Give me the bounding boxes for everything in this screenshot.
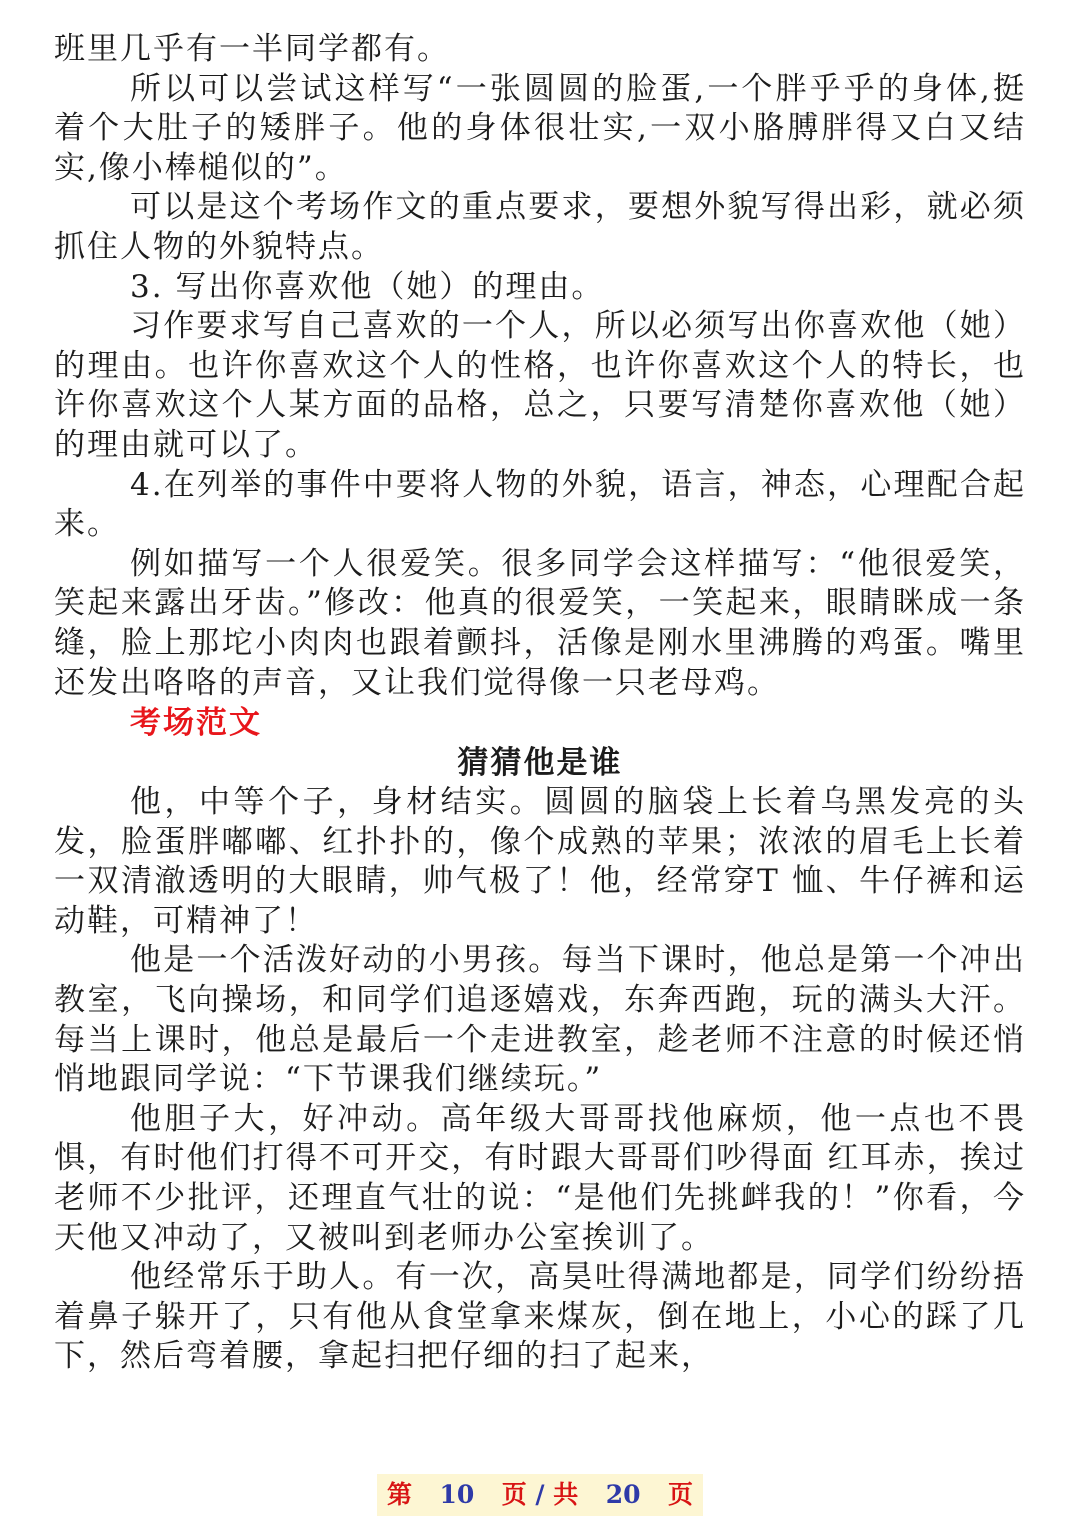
paragraph: 可以是这个考场作文的重点要求，要想外貌写得出彩，就必须抓住人物的外貌特点。 (54, 189, 1026, 265)
page-current: 10 (439, 1480, 475, 1509)
essay-paragraph: 他胆子大，好冲动。高年级大哥哥找他麻烦，他一点也不畏惧，有时他们打得不可开交，有时跟大哥哥们吵得面 红耳赤，挨过老师不少批评，还理直气壮的说：“是他们先挑衅我的！”你看，今天他又冲动了，又被叫到老师办公室挨训了。 (54, 1100, 1026, 1256)
paragraph: 班里几乎有一半同学都有。 (54, 31, 450, 67)
essay-paragraph: 他，中等个子，身材结实。圆圆的脑袋上长着乌黑发亮的头发，脸蛋胖嘟嘟、红扑扑的，像个成熟的苹果；浓浓的眉毛上长着一双清澈透明的大眼睛，帅气极了！他，经常穿T 恤、牛仔裤和运动鞋，可精神了！ (54, 784, 1026, 939)
paragraph-heading-4: 4.在列举的事件中要将人物的外貌，语言，神态，心理配合起来。 (54, 466, 1026, 543)
page-indicator (377, 1474, 703, 1516)
page-separator: / (535, 1480, 545, 1509)
essay-title: 猜猜他是谁 (457, 745, 623, 782)
document-page (54, 30, 1026, 1377)
paragraph-heading-3: 3. 写出你喜欢他（她）的理由。 (130, 268, 605, 305)
essay-paragraph: 他是一个活泼好动的小男孩。每当下课时，他总是第一个冲出教室，飞向操场，和同学们追逐嬉戏，东奔西跑，玩的满头大汗。每当上课时，他总是最后一个走进教室，趁老师不注意的时候还悄悄地跟同学说：“下节课我们继续玩。” (54, 942, 1026, 1098)
paragraph: 例如描写一个人很爱笑。很多同学会这样描写：“他很爱笑，笑起来露出牙齿。”修改：他真的很爱笑，一笑起来，眼睛眯成一条缝，脸上那坨小肉肉也跟着颤抖，活像是刚水里沸腾的鸡蛋。嘴里还发出咯咯的声音，又让我们觉得像一只老母鸡。 (54, 545, 1026, 701)
total-unit: 页 (667, 1480, 693, 1509)
essay-paragraph: 他经常乐于助人。有一次，高昊吐得满地都是，同学们纷纷捂着鼻子躲开了，只有他从食堂拿来煤灰，倒在地上，小心的踩了几下，然后弯着腰，拿起扫把仔细的扫了起来， (54, 1259, 1026, 1375)
section-heading: 考场范文 (130, 705, 262, 742)
page-label: 第 (387, 1480, 413, 1509)
paragraph: 所以可以尝试这样写“一张圆圆的脸蛋,一个胖乎乎的身体,挺着个大肚子的矮胖子。他的身体很壮实,一双小胳膊胖得又白又结实,像小棒槌似的”。 (54, 70, 1026, 186)
page-unit: 页 (501, 1480, 527, 1509)
page-footer (0, 1474, 1080, 1516)
page-total: 20 (605, 1480, 641, 1509)
paragraph: 习作要求写自己喜欢的一个人，所以必须写出你喜欢他（她）的理由。也许你喜欢这个人的性格，也许你喜欢这个人的特长，也许你喜欢这个人某方面的品格，总之，只要写清楚你喜欢他（她）的理由就可以了。 (54, 308, 1026, 463)
total-label: 共 (553, 1480, 579, 1509)
